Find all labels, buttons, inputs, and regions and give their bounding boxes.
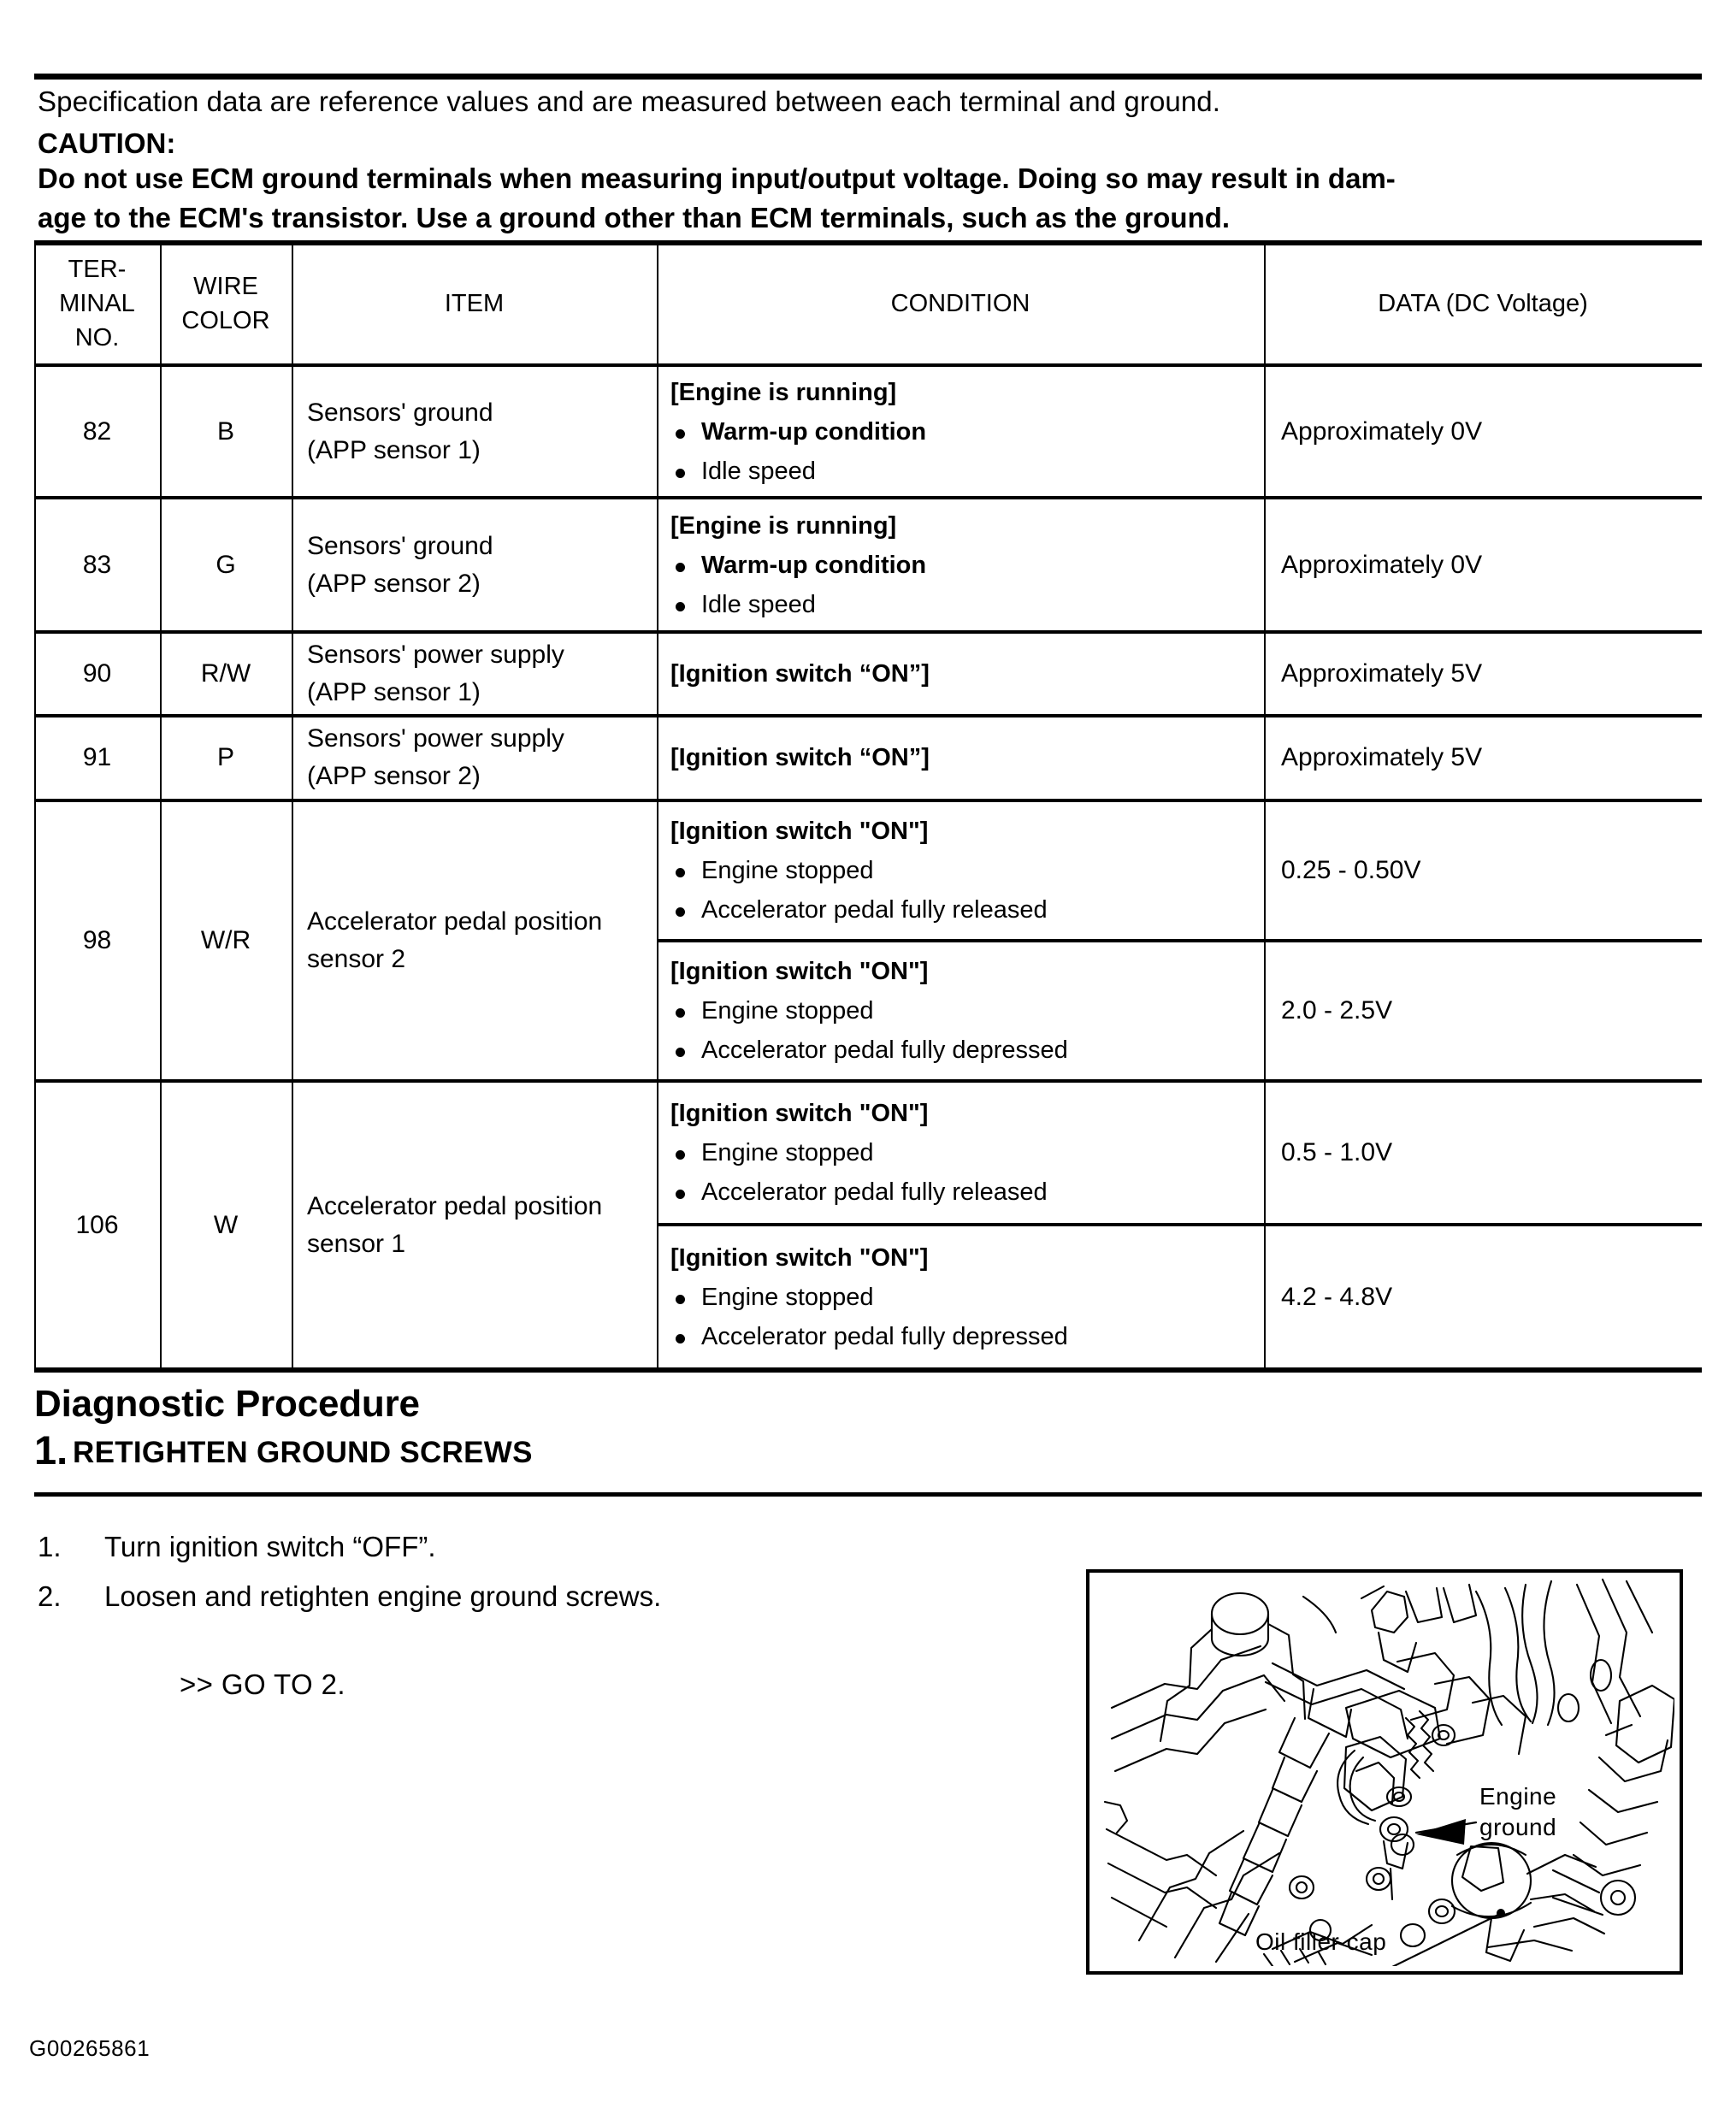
cell-item-line2: (APP sensor 2) <box>307 569 481 598</box>
table-row-data <box>1264 367 1702 496</box>
condition-heading: [Ignition switch “ON”] <box>670 660 930 688</box>
caution-text <box>38 159 1705 238</box>
condition-bullet: Accelerator pedal fully depressed <box>670 1030 1264 1070</box>
table-row-item <box>292 367 657 496</box>
condition-heading: [Ignition switch “ON”] <box>670 744 930 771</box>
cell-data-value: Approximately 5V <box>1281 743 1483 771</box>
goto-instruction: >> GO TO 2. <box>180 1668 345 1700</box>
table-row-terminal <box>34 499 160 630</box>
label-oil-filler-cap: Oil filler cap <box>1255 1928 1387 1955</box>
table-row-condition <box>657 717 1264 799</box>
top-rule <box>34 74 1702 80</box>
condition-bullet: Warm-up condition <box>670 546 1264 585</box>
cell-wire-color: G <box>216 550 236 579</box>
table-row-item <box>292 717 657 799</box>
condition-bullet: Accelerator pedal fully depressed <box>670 1317 1264 1356</box>
cell-item-line1: Sensors' power supply <box>307 641 564 669</box>
procedure-list <box>38 1522 1021 1621</box>
column-header-condition <box>657 244 1264 363</box>
table-row-condition <box>657 634 1264 714</box>
engine-bay-line-drawing <box>1089 1573 1674 1966</box>
step-number: 1. <box>34 1427 68 1473</box>
cell-data-value: 2.0 - 2.5V <box>1281 996 1393 1025</box>
label-engine-ground-line1: Engine <box>1479 1783 1557 1810</box>
condition-bullet: Warm-up condition <box>670 412 1264 452</box>
table-row-condition <box>657 942 1264 1079</box>
column-header-terminal <box>34 244 160 363</box>
cell-item-line1: Sensors' power supply <box>307 724 564 753</box>
condition-bullet: Engine stopped <box>670 991 1264 1030</box>
caution-line-2: age to the ECM's transistor. Use a ground other than ECM terminals, such as the ground. <box>38 202 1231 233</box>
table-row-wire <box>160 802 292 1079</box>
table-row-wire <box>160 499 292 630</box>
cell-data-value: Approximately 5V <box>1281 659 1483 688</box>
cell-data-value: 0.25 - 0.50V <box>1281 856 1421 884</box>
list-item <box>38 1522 1021 1572</box>
condition-bullet: Idle speed <box>670 452 1264 491</box>
list-item-number: 1. <box>38 1531 62 1562</box>
table-row-item <box>292 802 657 1079</box>
cell-item-line1: Sensors' ground <box>307 531 493 560</box>
header-item-label: ITEM <box>444 290 505 317</box>
step-heading: RETIGHTEN GROUND SCREWS <box>73 1436 533 1469</box>
condition-bullet: Accelerator pedal fully released <box>670 890 1264 930</box>
cell-item-line2: (APP sensor 1) <box>307 678 481 706</box>
table-row-condition <box>657 1226 1264 1367</box>
condition-bullet: Engine stopped <box>670 851 1264 890</box>
spec-note: Specification data are reference values and are measured between each terminal and ground. <box>38 86 1221 117</box>
table-row-data <box>1264 717 1702 799</box>
page-title: Diagnostic Procedure <box>34 1383 420 1425</box>
cell-data-value: 0.5 - 1.0V <box>1281 1138 1393 1166</box>
cell-terminal-no: 90 <box>82 659 112 688</box>
header-wire-line2: COLOR <box>181 307 270 334</box>
table-row-terminal <box>34 367 160 496</box>
cell-item-line1: Accelerator pedal position <box>307 1191 603 1220</box>
table-row-item <box>292 1083 657 1367</box>
cell-item-line1: Accelerator pedal position <box>307 907 603 936</box>
condition-bullet: Engine stopped <box>670 1278 1264 1317</box>
table-row-data <box>1264 634 1702 714</box>
cell-wire-color: B <box>216 416 234 446</box>
table-row-data <box>1264 1226 1702 1367</box>
table-row-wire <box>160 717 292 799</box>
column-header-item <box>292 244 657 363</box>
condition-bullet: Accelerator pedal fully released <box>670 1172 1264 1212</box>
label-engine-ground-line2: ground <box>1479 1814 1557 1840</box>
condition-bullet: Engine stopped <box>670 1133 1264 1172</box>
caution-line-1: Do not use ECM ground terminals when measuring input/output voltage. Doing so may result in dam- <box>38 162 1396 194</box>
cell-terminal-no: 83 <box>82 550 112 579</box>
table-row-condition <box>657 1083 1264 1223</box>
condition-heading: [Ignition switch "ON"] <box>670 1243 929 1272</box>
column-header-wire-color <box>160 244 292 363</box>
header-terminal-line3: NO. <box>74 324 120 351</box>
cell-wire-color: P <box>216 743 234 771</box>
cell-item-line2: (APP sensor 2) <box>307 762 481 790</box>
header-data-label: DATA (DC Voltage) <box>1378 290 1588 317</box>
cell-data-value: Approximately 0V <box>1281 550 1483 579</box>
cell-item-line1: Sensors' ground <box>307 398 493 427</box>
cell-terminal-no: 91 <box>82 743 112 771</box>
cell-item-line2: (APP sensor 1) <box>307 435 481 464</box>
table-row-item <box>292 499 657 630</box>
table-row-wire <box>160 634 292 714</box>
cell-terminal-no: 82 <box>82 416 112 446</box>
table-row-data <box>1264 1083 1702 1223</box>
table-row-condition <box>657 367 1264 496</box>
condition-heading: [Ignition switch "ON"] <box>670 958 929 985</box>
table-row-data <box>1264 942 1702 1079</box>
table-row-terminal <box>34 717 160 799</box>
table-row-terminal <box>34 1083 160 1367</box>
condition-heading: [Engine is running] <box>670 378 897 406</box>
cell-data-value: Approximately 0V <box>1281 416 1483 446</box>
header-wire-line1: WIRE <box>193 273 258 300</box>
list-item <box>38 1572 1021 1621</box>
column-header-data <box>1264 244 1702 363</box>
label-engine-ground <box>1479 1781 1556 1843</box>
table-row-data <box>1264 499 1702 630</box>
header-terminal-line1: TER- <box>68 256 127 283</box>
table-row-wire <box>160 1083 292 1367</box>
table-row-item <box>292 634 657 714</box>
table-rule-bottom <box>34 1367 1702 1373</box>
step-rule <box>34 1492 1702 1497</box>
cell-wire-color: R/W <box>200 659 251 688</box>
cell-terminal-no: 98 <box>82 926 112 954</box>
list-item-text: Loosen and retighten engine ground screws. <box>104 1580 662 1612</box>
cell-item-line2: sensor 2 <box>307 945 406 973</box>
cell-wire-color: W/R <box>200 926 251 954</box>
engine-ground-illustration <box>1086 1569 1683 1975</box>
header-condition-label: CONDITION <box>890 290 1030 317</box>
condition-heading: [Ignition switch "ON"] <box>670 818 929 845</box>
condition-heading: [Engine is running] <box>670 511 897 540</box>
table-row-condition <box>657 499 1264 630</box>
list-item-number: 2. <box>38 1580 62 1612</box>
condition-bullet: Idle speed <box>670 585 1264 624</box>
cell-terminal-no: 106 <box>75 1210 119 1239</box>
figure-code: G00265861 <box>29 2035 151 2061</box>
list-item-text: Turn ignition switch “OFF”. <box>104 1531 436 1562</box>
header-terminal-line2: MINAL <box>59 290 135 317</box>
table-row-condition <box>657 802 1264 939</box>
table-row-terminal <box>34 634 160 714</box>
cell-item-line2: sensor 1 <box>307 1229 406 1258</box>
caution-label: CAUTION: <box>38 127 176 159</box>
table-row-terminal <box>34 802 160 1079</box>
condition-heading: [Ignition switch "ON"] <box>670 1100 929 1127</box>
cell-wire-color: W <box>213 1210 239 1239</box>
cell-data-value: 4.2 - 4.8V <box>1281 1282 1393 1311</box>
table-row-wire <box>160 367 292 496</box>
table-row-data <box>1264 802 1702 939</box>
